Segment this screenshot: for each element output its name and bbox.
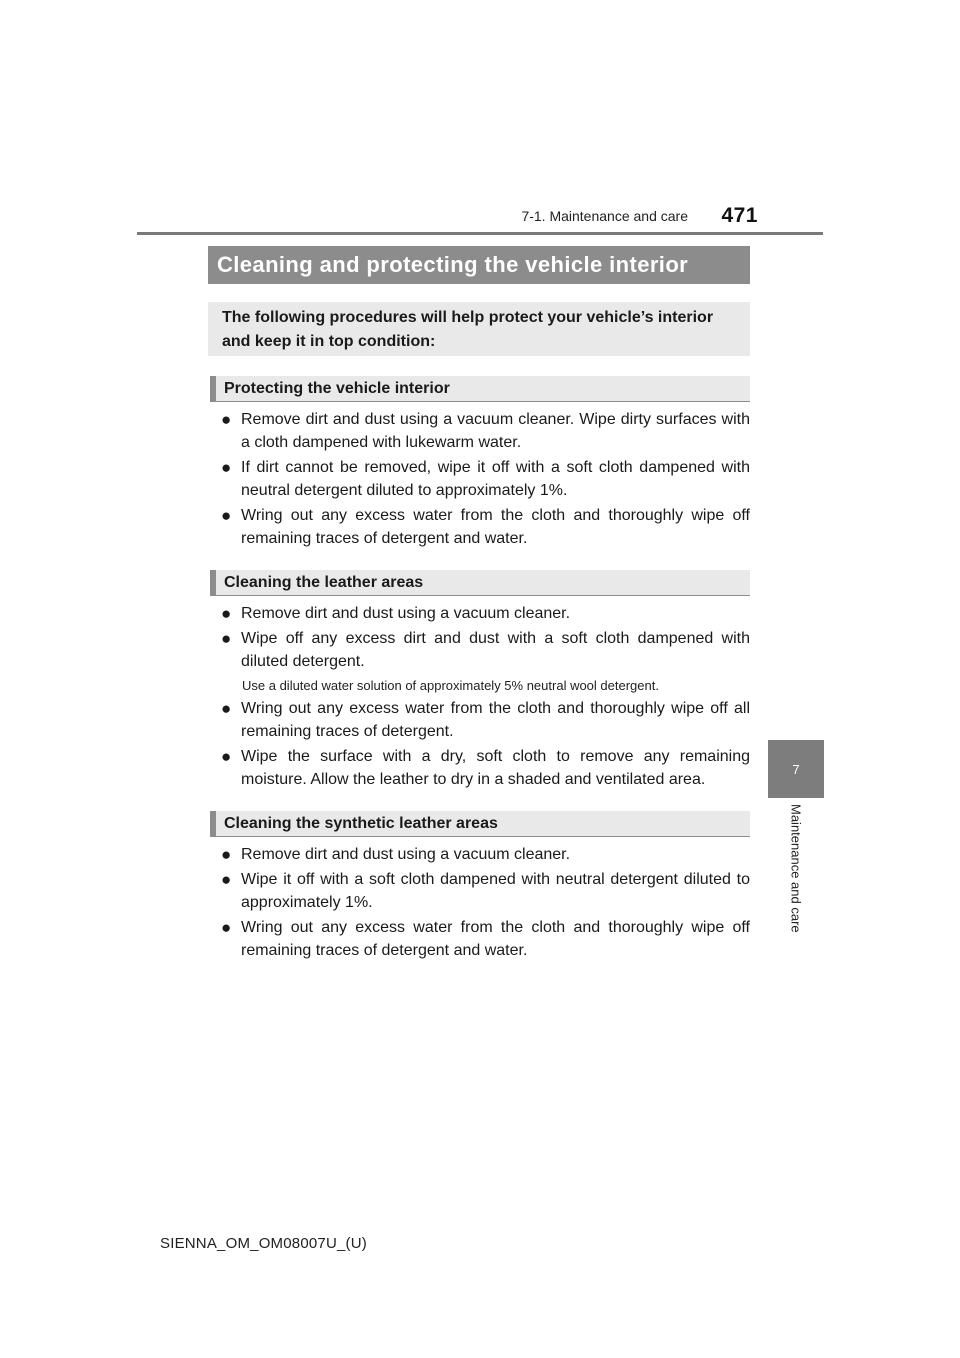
- content: [210, 376, 750, 964]
- bullet-icon: ●: [221, 604, 232, 623]
- list-item: [210, 408, 750, 454]
- list-item: [210, 745, 750, 791]
- list-item: [210, 697, 750, 743]
- bullet-icon: ●: [221, 410, 232, 429]
- chapter-tab: [768, 740, 824, 798]
- bullet-icon: ●: [221, 458, 232, 477]
- list-item-text: Remove dirt and dust using a vacuum cleaner.: [241, 605, 571, 622]
- intro-text: The following procedures will help protect your vehicle’s interior and keep it in top condition:: [222, 309, 714, 350]
- section-heading: Protecting the vehicle interior: [210, 376, 750, 402]
- list-item-note: Use a diluted water solution of approximately 5% neutral wool detergent.: [242, 678, 659, 693]
- title-bar: [208, 246, 750, 284]
- list-item-text: Wring out any excess water from the cloth and thoroughly wipe off remaining traces of detergent and water.: [241, 507, 750, 547]
- list-item-text: Wipe the surface with a dry, soft cloth to remove any remaining moisture. Allow the leather to dry in a shaded and ventilated area.: [241, 748, 750, 788]
- section-synthetic-leather: [210, 811, 750, 962]
- section-protecting: [210, 376, 750, 550]
- list-item: [210, 916, 750, 962]
- section-heading: Cleaning the synthetic leather areas: [210, 811, 750, 837]
- list-item-text: Wipe it off with a soft cloth dampened with neutral detergent diluted to approximately 1%.: [241, 871, 750, 911]
- header-rule: [137, 232, 823, 235]
- list-item-text: Remove dirt and dust using a vacuum cleaner.: [241, 846, 571, 863]
- bullet-icon: ●: [221, 870, 232, 889]
- section-gap: [210, 793, 750, 811]
- list-item: [210, 456, 750, 502]
- list-item: [210, 843, 750, 866]
- bullet-icon: ●: [221, 506, 232, 525]
- section-leather: [210, 570, 750, 791]
- chapter-label: [768, 798, 824, 958]
- section-heading: Cleaning the leather areas: [210, 570, 750, 596]
- bullet-icon: ●: [221, 699, 232, 718]
- bullet-icon: ●: [221, 747, 232, 766]
- footer-doc-code: SIENNA_OM_OM08007U_(U): [160, 1235, 367, 1252]
- chapter-label-text: Maintenance and care: [788, 804, 804, 933]
- list-item-text: Remove dirt and dust using a vacuum cleaner. Wipe dirty surfaces with a cloth dampened with lukewarm water.: [241, 411, 750, 451]
- list-item: [210, 602, 750, 625]
- section-gap: [210, 552, 750, 570]
- list-item: [210, 627, 750, 673]
- bullet-icon: ●: [221, 918, 232, 937]
- bullet-icon: ●: [221, 629, 232, 648]
- list-item-text: Wring out any excess water from the cloth and thoroughly wipe off all remaining traces of detergent.: [241, 700, 750, 740]
- chapter-number: 7: [792, 761, 800, 777]
- list-item-text: Wring out any excess water from the cloth and thoroughly wipe off remaining traces of detergent and water.: [241, 919, 750, 959]
- list-item: [210, 868, 750, 914]
- page-title: Cleaning and protecting the vehicle interior: [217, 252, 689, 277]
- bullet-icon: ●: [221, 845, 232, 864]
- list-item: [210, 504, 750, 550]
- list-item-text: If dirt cannot be removed, wipe it off with a soft cloth dampened with neutral detergent diluted to approximately 1%.: [241, 459, 750, 499]
- page-number: 471: [721, 204, 758, 227]
- list-item-text: Wipe off any excess dirt and dust with a soft cloth dampened with diluted detergent.: [241, 630, 750, 670]
- intro-box: [208, 302, 750, 356]
- header-section: 7-1. Maintenance and care: [521, 208, 688, 224]
